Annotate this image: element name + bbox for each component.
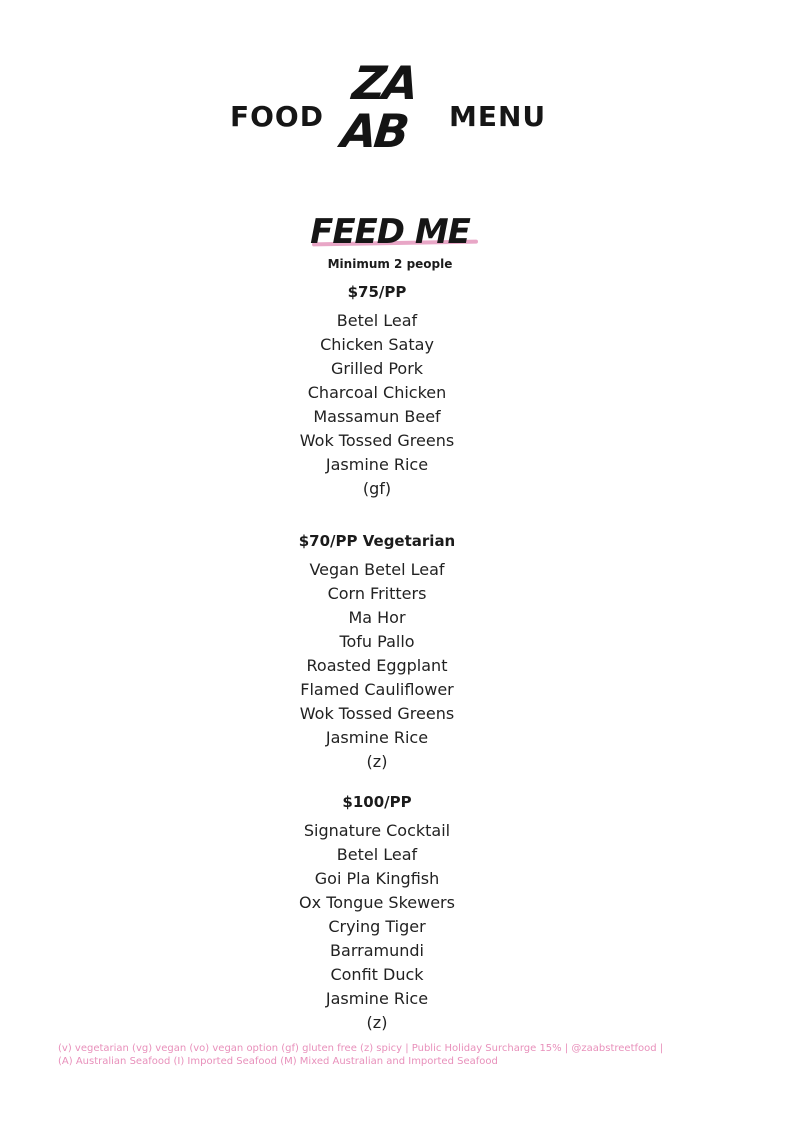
minimum-people-note: Minimum 2 people	[327, 257, 453, 271]
feed-me-title: FEED ME	[310, 212, 470, 252]
menu-section-70-vegetarian	[227, 530, 527, 774]
menu-item: Wok Tossed Greens	[299, 431, 455, 450]
menu-item: Jasmine Rice	[325, 728, 429, 747]
menu-section-100	[227, 791, 527, 1035]
section-price: $75/PP	[347, 283, 407, 301]
menu-item: Signature Cocktail	[303, 821, 451, 840]
logo-line-1: ZA	[349, 56, 419, 110]
dietary-tag: (z)	[366, 752, 388, 771]
zaab-logo	[335, 58, 436, 158]
dietary-tag: (z)	[366, 1013, 388, 1032]
menu-item: Betel Leaf	[336, 311, 418, 330]
footer-legend-line-2: (A) Australian Seafood (I) Imported Seafood (M) Mixed Australian and Imported Seafood	[58, 1056, 498, 1067]
menu-item: Crying Tiger	[328, 917, 426, 936]
menu-section-75	[227, 281, 527, 501]
footer-legend-line-1: (v) vegetarian (vg) vegan (vo) vegan option (gf) gluten free (z) spicy | Public Holiday Surcharge 15% | @zaabstreetfood |	[58, 1043, 664, 1054]
logo-line-2: AB	[338, 104, 410, 158]
menu-item: Chicken Satay	[320, 335, 434, 354]
menu-item: Wok Tossed Greens	[299, 704, 455, 723]
menu-item: Confit Duck	[330, 965, 424, 984]
menu-item: Massamun Beef	[313, 407, 441, 426]
menu-item: Jasmine Rice	[325, 455, 429, 474]
menu-item: Grilled Pork	[330, 359, 424, 378]
section-price: $100/PP	[342, 793, 412, 811]
menu-item: Betel Leaf	[336, 845, 418, 864]
header-food-label: FOOD	[230, 100, 324, 133]
menu-item: Barramundi	[330, 941, 424, 960]
menu-item: Vegan Betel Leaf	[309, 560, 445, 579]
menu-item: Charcoal Chicken	[307, 383, 447, 402]
header-menu-label: MENU	[449, 100, 547, 133]
section-price: $70/PP Vegetarian	[298, 532, 456, 550]
dietary-tag: (gf)	[362, 479, 392, 498]
menu-item: Ma Hor	[348, 608, 406, 627]
menu-item: Goi Pla Kingfish	[314, 869, 440, 888]
footer-legend	[58, 1042, 748, 1068]
menu-item: Ox Tongue Skewers	[299, 893, 455, 912]
menu-item: Jasmine Rice	[325, 989, 429, 1008]
menu-item: Roasted Eggplant	[306, 656, 448, 675]
menu-item: Flamed Cauliflower	[300, 680, 454, 699]
menu-item: Tofu Pallo	[339, 632, 415, 651]
menu-item: Corn Fritters	[327, 584, 427, 603]
